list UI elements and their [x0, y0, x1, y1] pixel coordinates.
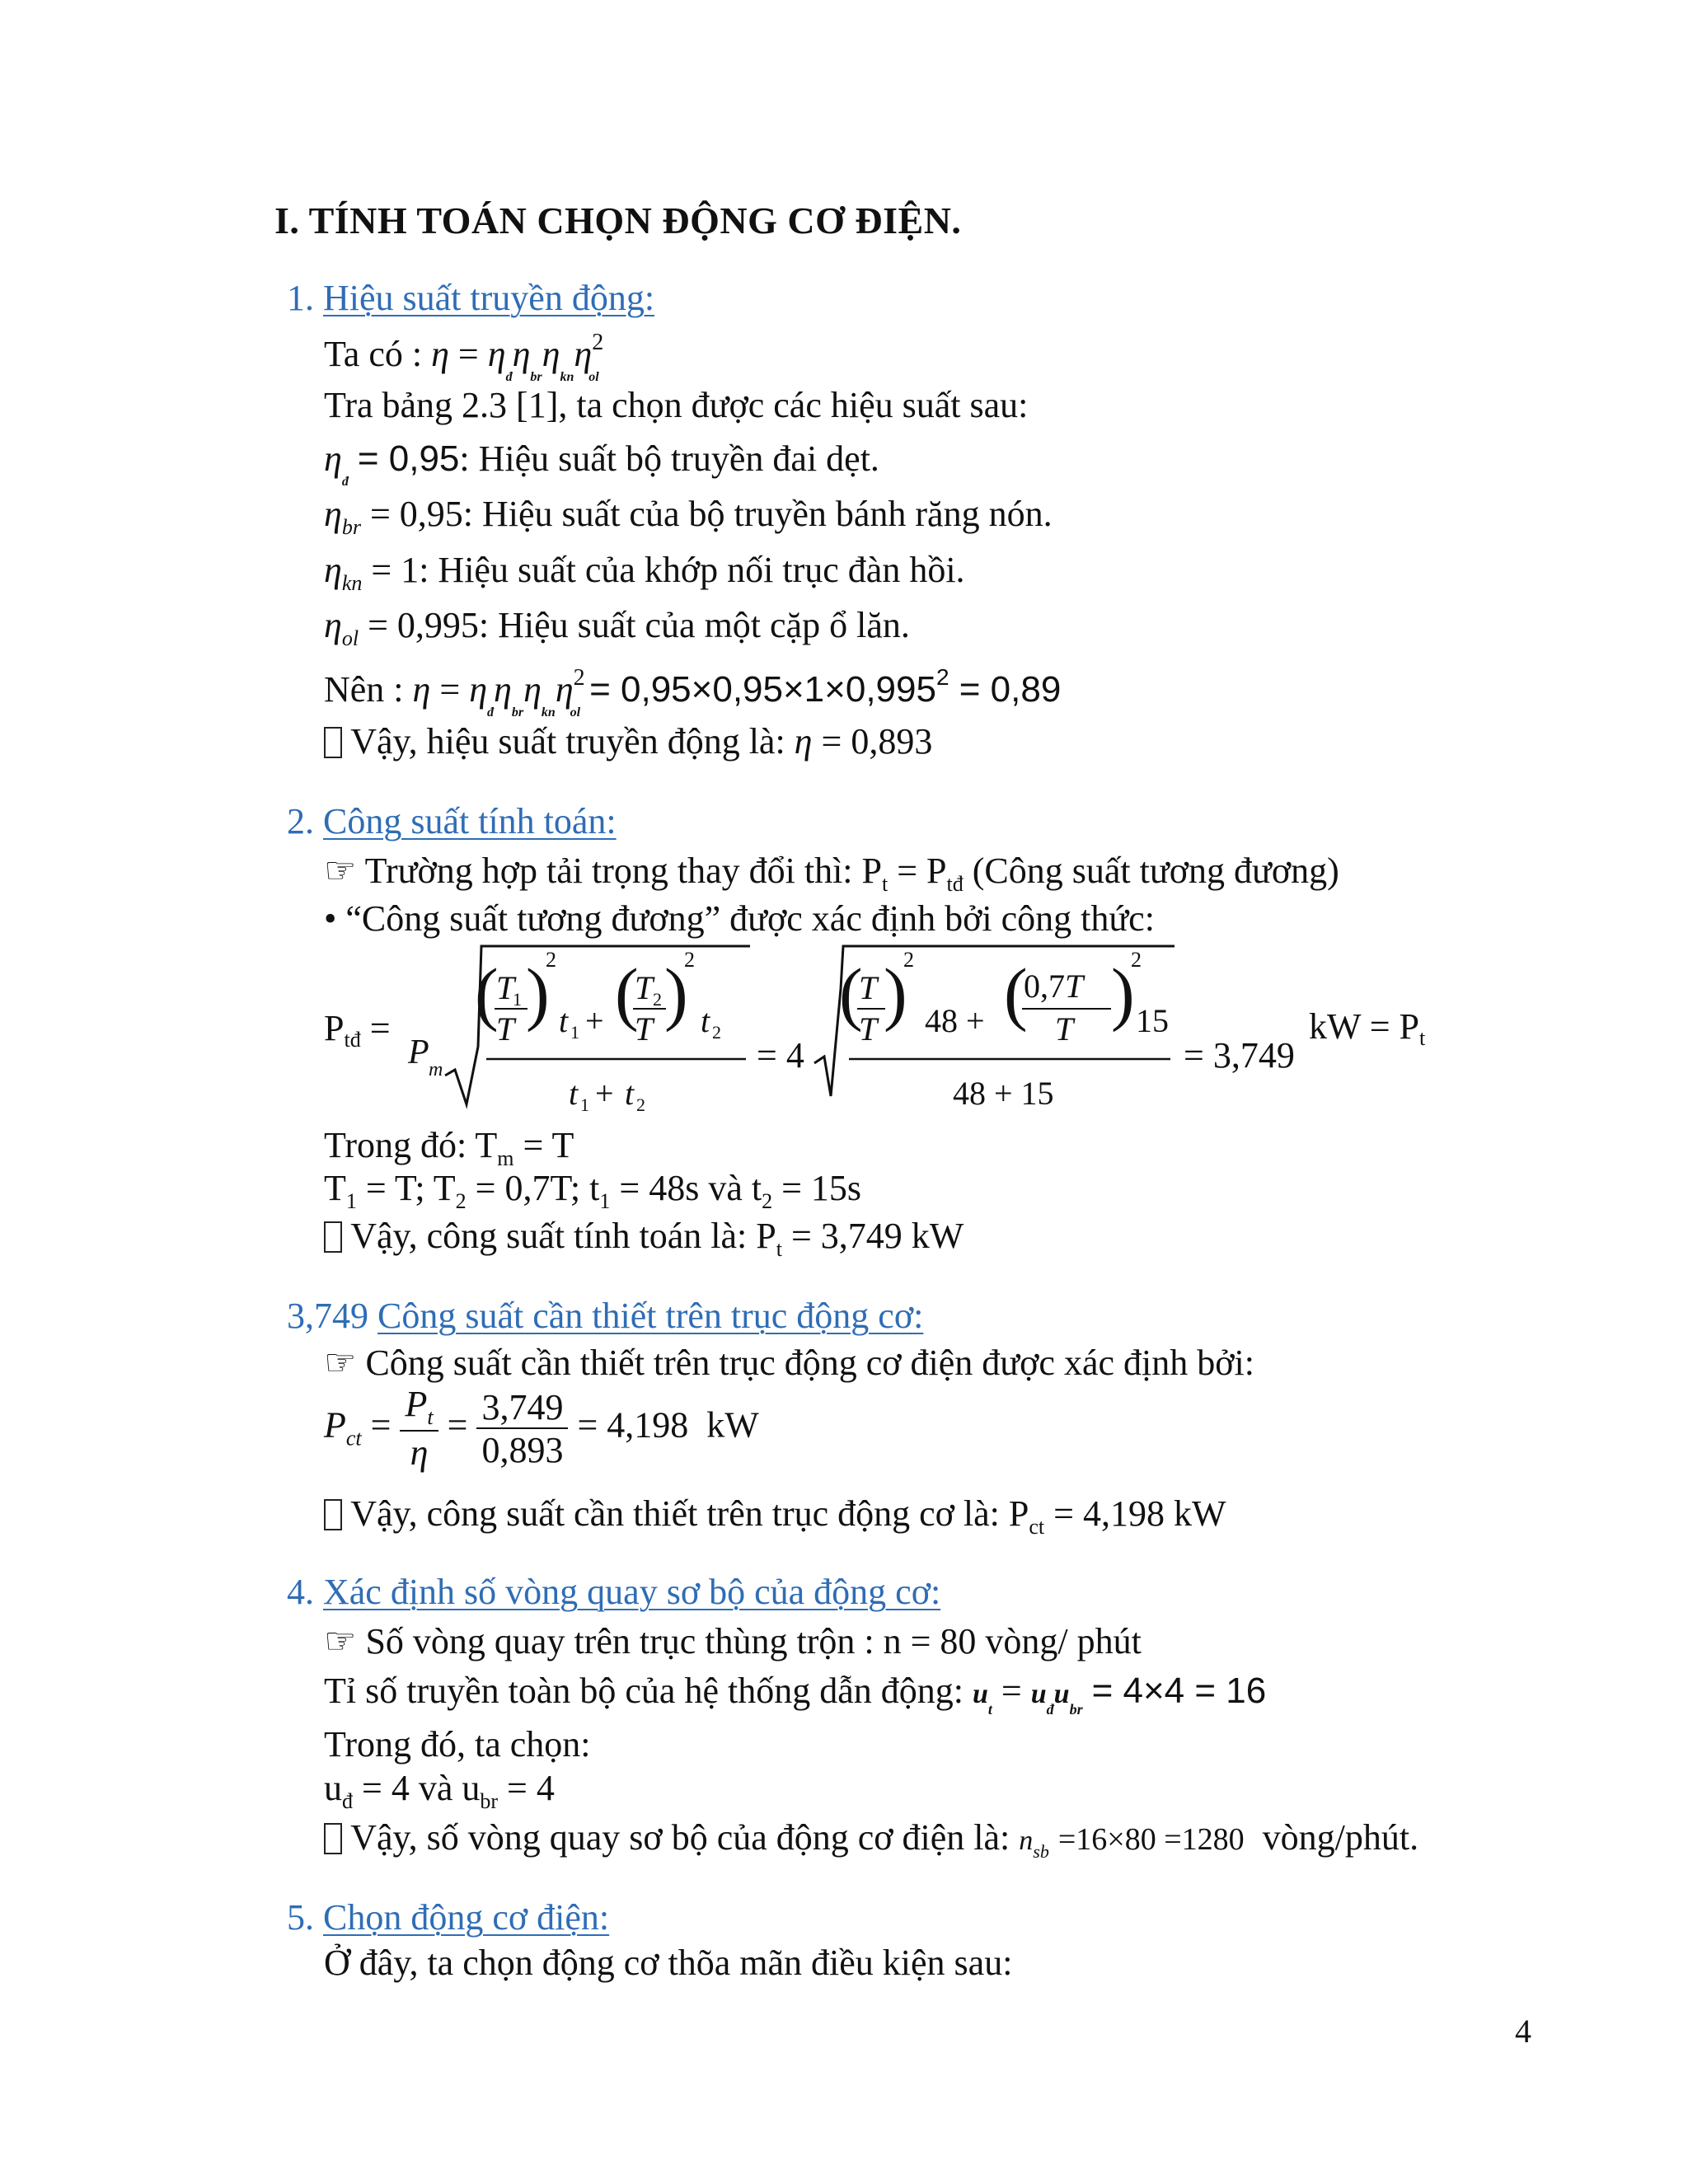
missing-glyph-icon [324, 1823, 342, 1854]
required-power-conclusion: Vậy, công suất cần thiết trên trục động cơ là: $P_{ct} = 4,198$ kW [324, 1496, 1226, 1538]
efficiency-formula: Ta có : $\eta = \eta_đ\eta_{br}\eta_{kn}\eta^2_{ol}$ [324, 330, 604, 384]
svg-text:2: 2 [712, 1022, 721, 1043]
svg-text:T: T [859, 1010, 878, 1047]
section-5-heading: 5. Chọn động cơ điện: [287, 1897, 610, 1938]
section-1-heading [287, 280, 654, 316]
svg-text:t: t [569, 1075, 579, 1112]
drum-speed-line: ☞ Số vòng quay trên trục thùng trộn : n = 80 vòng/ phút [324, 1621, 1142, 1661]
svg-text:1: 1 [513, 989, 522, 1010]
svg-text:T: T [635, 1010, 654, 1047]
svg-text:): ) [884, 954, 907, 1033]
svg-text:t: t [559, 1002, 569, 1039]
equivalent-power-bullet: • “Công suất tương đương” được xác định bởi công thức: [324, 898, 1155, 939]
required-power-intro: ☞ Công suất cần thiết trên trục động cơ điện được xác định bởi: [324, 1343, 1254, 1383]
ratio-values-line: $u_đ = 4$ và $u_{br} = 4$ [324, 1768, 555, 1813]
efficiency-conclusion: Vậy, hiệu suất truyền động là: η = 0,893 [324, 724, 932, 760]
eta-gear-line: $\eta_{br} = 0,95$: Hiệu suất của bộ truyền bánh răng nón. [324, 494, 1053, 539]
section-3-heading: 3,749 Công suất cần thiết trên trục động cơ: [287, 1296, 924, 1336]
efficiency-calculation: Nên : $\eta = \eta_đ\eta_{br}\eta_{kn}\eta^2_{ol} = 0,95\times 0,95\times 1\times 0,995^2 = 0,89$ [324, 664, 1062, 719]
eta-bearing-line: $\eta_{ol} = 0,995$: Hiệu suất của một cặp ổ lăn. [324, 605, 910, 650]
page-number: 4 [1515, 2013, 1531, 2050]
svg-text:= 3,749: = 3,749 [1184, 1035, 1295, 1076]
svg-text:t: t [625, 1075, 635, 1112]
svg-text:+: + [585, 1002, 604, 1039]
svg-text:1: 1 [570, 1022, 579, 1043]
preliminary-speed-conclusion: Vậy, số vòng quay sơ bộ của động cơ điện là: $n_{sb} =16\times 80 =1280$ vòng/phút. [324, 1820, 1418, 1861]
svg-text:m: m [429, 1059, 443, 1080]
missing-glyph-icon [324, 727, 342, 758]
svg-text:48 + 15: 48 + 15 [953, 1075, 1054, 1112]
svg-text:15: 15 [1136, 1002, 1169, 1039]
svg-text:(: ( [615, 954, 639, 1033]
svg-text:2: 2 [653, 989, 662, 1010]
svg-text:(: ( [1004, 954, 1028, 1033]
svg-text:T: T [859, 969, 878, 1006]
svg-text:T: T [496, 969, 515, 1006]
required-power-formula: $P_{ct}$ = $\frac{P_t}{\eta}$ = $\frac{3,749}{0,893}$ = 4,198 kW [324, 1384, 759, 1473]
where-line: Trong đó: $T_m = T$ [324, 1125, 574, 1170]
svg-text:2: 2 [903, 948, 914, 972]
svg-text:T: T [1055, 1010, 1074, 1047]
eta-belt-line: $\eta_đ = 0,95$: Hiệu suất bộ truyền đai dẹt. [324, 438, 879, 489]
svg-text:0,7T: 0,7T [1024, 968, 1084, 1005]
svg-text:t: t [701, 1002, 710, 1039]
page-title: I. TÍNH TOÁN CHỌN ĐỘNG CƠ ĐIỆN. [274, 199, 962, 241]
load-values-line: $T_1 = T$; $T_2 = 0,7T$; $t_1 = 48s$ và $t_2 = 15s$ [324, 1168, 862, 1213]
svg-text:(: ( [475, 954, 499, 1033]
svg-text:kW = Pt: kW = Pt [1309, 1006, 1426, 1050]
choice-line: Trong đó, ta chọn: [324, 1724, 591, 1765]
motor-condition-line: Ở đây, ta chọn động cơ thõa mãn điều kiện sau: [324, 1943, 1013, 1983]
table-reference: Tra bảng 2.3 [1], ta chọn được các hiệu suất sau: [324, 385, 1029, 425]
missing-glyph-icon [324, 1221, 342, 1253]
missing-glyph-icon [324, 1499, 342, 1530]
svg-text:2: 2 [546, 948, 556, 972]
svg-text:+: + [595, 1075, 614, 1112]
svg-text:T: T [496, 1010, 515, 1047]
svg-text:P: P [408, 1033, 429, 1071]
section-4-heading: 4. Xác định số vòng quay sơ bộ của động cơ: [287, 1572, 941, 1612]
svg-text:): ) [664, 954, 688, 1033]
label: Ta có : [324, 334, 423, 374]
svg-text:T: T [635, 969, 654, 1006]
load-case-line: ☞ Trường hợp tải trọng thay đổi thì: $P_t = P_{tđ}$ (Công suất tương đương) [324, 851, 1339, 896]
eta-coupling-line: $\eta_{kn} = 1$: Hiệu suất của khớp nối trục đàn hồi. [324, 550, 965, 595]
svg-text:2: 2 [684, 948, 695, 972]
svg-text:): ) [1111, 954, 1135, 1033]
svg-text:2: 2 [636, 1094, 645, 1115]
svg-text:2: 2 [1131, 948, 1142, 972]
svg-text:1: 1 [580, 1094, 589, 1115]
svg-text:Ptđ =: Ptđ = [324, 1008, 391, 1052]
svg-text:): ) [526, 954, 550, 1033]
svg-text:= 4: = 4 [757, 1035, 804, 1076]
computed-power-conclusion: Vậy, công suất tính toán là: $P_t = 3,749$ kW [324, 1218, 964, 1260]
section-2-heading: 2. Công suất tính toán: [287, 801, 617, 841]
section-number: 1. [287, 278, 314, 318]
gear-ratio-line: Tỉ số truyền toàn bộ của hệ thống dẫn động: $u_t = u_đu_{br} = 4\times 4 = 16$ [324, 1671, 1267, 1718]
equivalent-power-formula [313, 940, 1451, 1117]
section-title: Hiệu suất truyền động: [323, 278, 655, 318]
svg-text:48 +: 48 + [925, 1002, 985, 1039]
svg-text:(: ( [839, 954, 863, 1033]
